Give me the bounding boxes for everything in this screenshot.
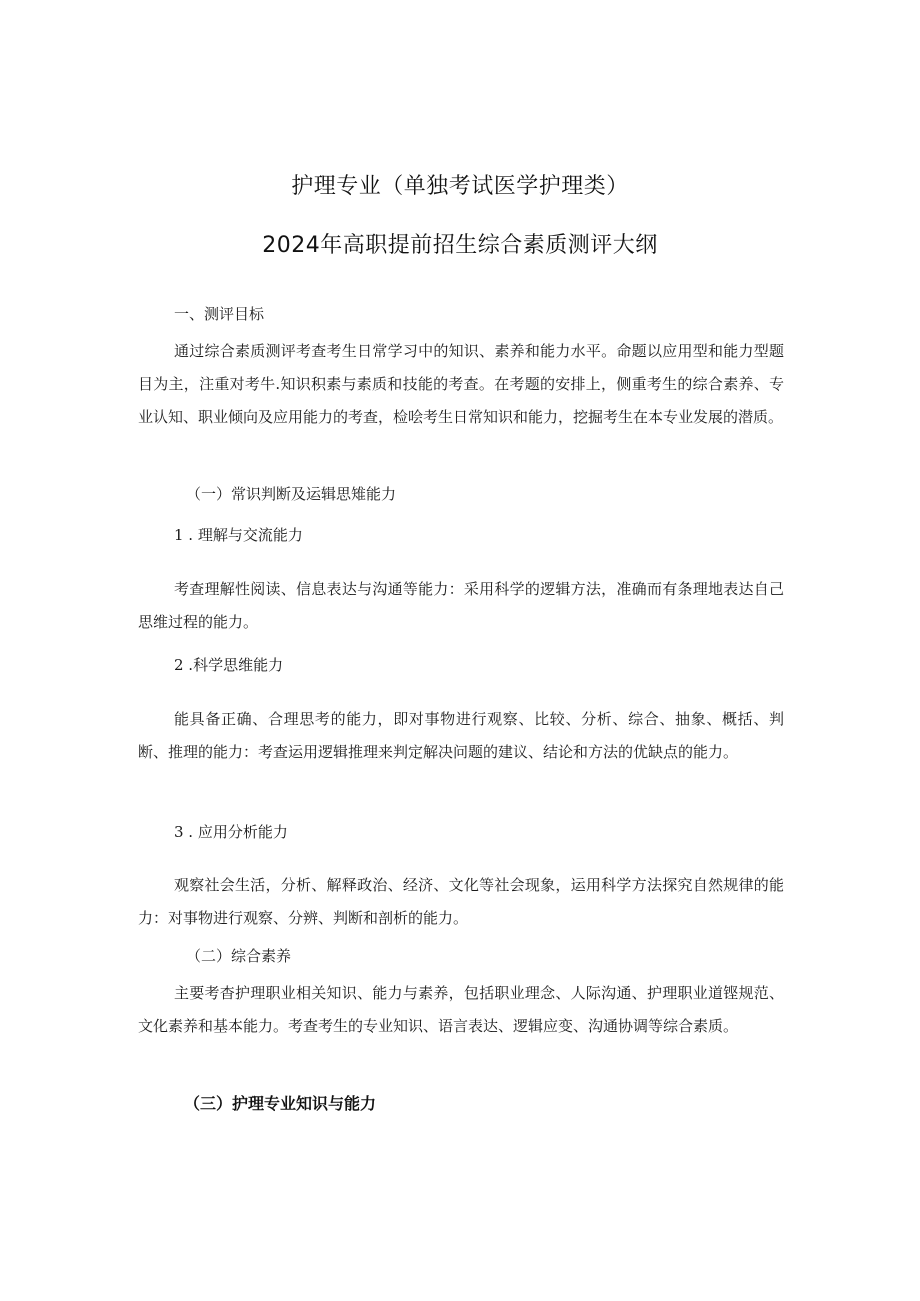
item-heading-applied-analysis: 3 . 应用分析能力	[174, 823, 288, 841]
paragraph-understanding: 考查理解性阅读、信息表达与沟通等能力：采用科学的逻辑方法，准确而有条理地表达自己思维过程的能力。	[138, 580, 784, 631]
subsection-heading-nursing-knowledge: （三）护理专业知识与能力	[184, 1094, 377, 1113]
paragraph-applied-analysis: 观察社会生活，分析、解释政治、经济、文化等社会现象，运用科学方法探究自然规律的能力：对事物进行观察、分辨、判断和剖析的能力。	[138, 876, 784, 927]
subsection-heading-common-sense: （一）常识判断及运辑思雉能力	[186, 485, 397, 503]
item-heading-understanding: 1 . 理解与交流能力	[174, 526, 303, 544]
document-title-line-1: 护理专业（单独考试医学护理类）	[291, 174, 629, 199]
item-heading-scientific-thinking: 2 .科学思维能力	[174, 656, 284, 674]
paragraph-comprehensive-literacy: 主要考杳护理职业相关知识、能力与素养，包括职业理念、人际沟通、护理职业道铿规范、文化素养和基本能力。考查考生的专业知识、语言表达、逻辑应变、沟通协调等综合素质。	[138, 984, 784, 1035]
section-heading-objectives: 一、测评目标	[174, 305, 265, 323]
paragraph-objectives: 通过综合素质测评考查考生日常学习中的知识、素养和能力水平。命题以应用型和能力型题目为主，注重对考牛.知识积素与素质和技能的考查。在考题的安排上，侧重考生的综合素养、专业认知、职业倾向及应用能力的考查，检哙考生日常知识和能力，挖掘考生在本专业发展的潜质。	[138, 342, 784, 426]
document-title-line-2: 2024年高职提前招生综合素质测评大纲	[262, 233, 658, 258]
paragraph-scientific-thinking: 能具备正确、合理思考的能力，即对事物进行观察、比较、分析、综合、抽象、概括、判断、推理的能力：考查运用逻辑推理来判定解决问题的建议、结论和方法的优缺点的能力。	[138, 710, 784, 761]
subsection-heading-comprehensive-literacy: （二）综合素养	[186, 947, 292, 965]
